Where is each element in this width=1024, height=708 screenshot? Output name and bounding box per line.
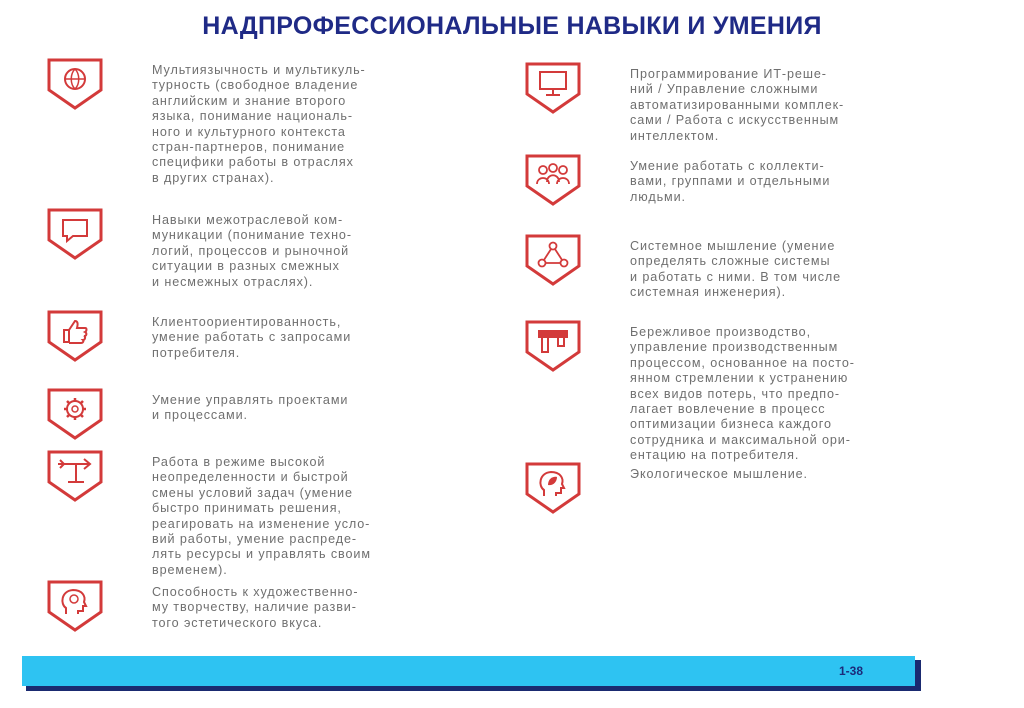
- skill-text: Умение управлять проектами и процессами.: [152, 393, 349, 423]
- page-number: 1-38: [838, 664, 863, 678]
- skill-item-client: [46, 308, 351, 366]
- skill-text: Клиентоориентированность, умение работать с запросами потребителя.: [152, 315, 352, 360]
- skill-text: Системное мышление (умение определять сложные системы и работать с ними. В том числе системная инженерия).: [630, 239, 842, 300]
- skill-item-uncertainty: [46, 448, 371, 578]
- skill-text: Работа в режиме высокой неопределенности и быстрой смены условий задач (умение быстро принимать решения, реагировать на изменение усло- вий работы, умение распреде- лять ресурсы и управлять своим временем).: [152, 455, 371, 577]
- skill-text: Способность к художественно- му творчеству, наличие разви- того эстетического вкуса.: [152, 585, 359, 630]
- skill-item-lean: [524, 318, 855, 464]
- skill-item-multilingual: [46, 56, 366, 186]
- skill-item-projects: [46, 386, 348, 444]
- network-triangle-icon: [524, 232, 582, 290]
- footer-bar: [22, 656, 915, 686]
- globe-icon: [46, 56, 104, 114]
- gear-icon: [46, 386, 104, 444]
- head-lightbulb-icon: [46, 578, 104, 636]
- skill-item-teams: [524, 152, 830, 210]
- skill-item-art: [46, 578, 358, 636]
- skill-item-communication: [46, 206, 352, 290]
- skill-item-ecology: [524, 460, 808, 518]
- skill-text: Экологическое мышление.: [630, 467, 808, 481]
- skill-text: Программирование ИТ-реше- ний / Управление сложными автоматизированными комплек- сами / Работа с искусственным интеллектом.: [630, 67, 845, 143]
- eco-head-icon: [524, 460, 582, 518]
- skill-item-it: [524, 60, 844, 144]
- monitor-icon: [524, 60, 582, 118]
- skill-item-systems: [524, 232, 841, 301]
- arrow-target-icon: [46, 448, 104, 506]
- people-group-icon: [524, 152, 582, 210]
- skill-text: Умение работать с коллекти- вами, группами и отдельными людьми.: [630, 159, 831, 204]
- skill-text: Мультиязычность и мультикуль- турность (свободное владение английским и знание второго языка, понимание националь- ного и культурного контекста стран-партнеров, понимание специфики работы в отраслях в других странах).: [152, 63, 366, 185]
- thumbs-up-icon: [46, 308, 104, 366]
- skill-text: Бережливое производство, управление производственным процессом, основанное на посто- янном стремлении к устранению всех видов потерь, что предпо- лагает вовлечение в процесс оптимизации бизнеса каждого сотрудника и максимальной ори- ентацию на потребителя.: [630, 325, 855, 463]
- machine-icon: [524, 318, 582, 376]
- page-title: НАДПРОФЕССИОНАЛЬНЫЕ НАВЫКИ И УМЕНИЯ: [202, 12, 822, 40]
- skill-text: Навыки межотраслевой ком- муникации (понимание техно- логий, процессов и рыночной ситуации в разных смежных и несмежных отраслях).: [152, 213, 352, 289]
- speech-bubble-icon: [46, 206, 104, 264]
